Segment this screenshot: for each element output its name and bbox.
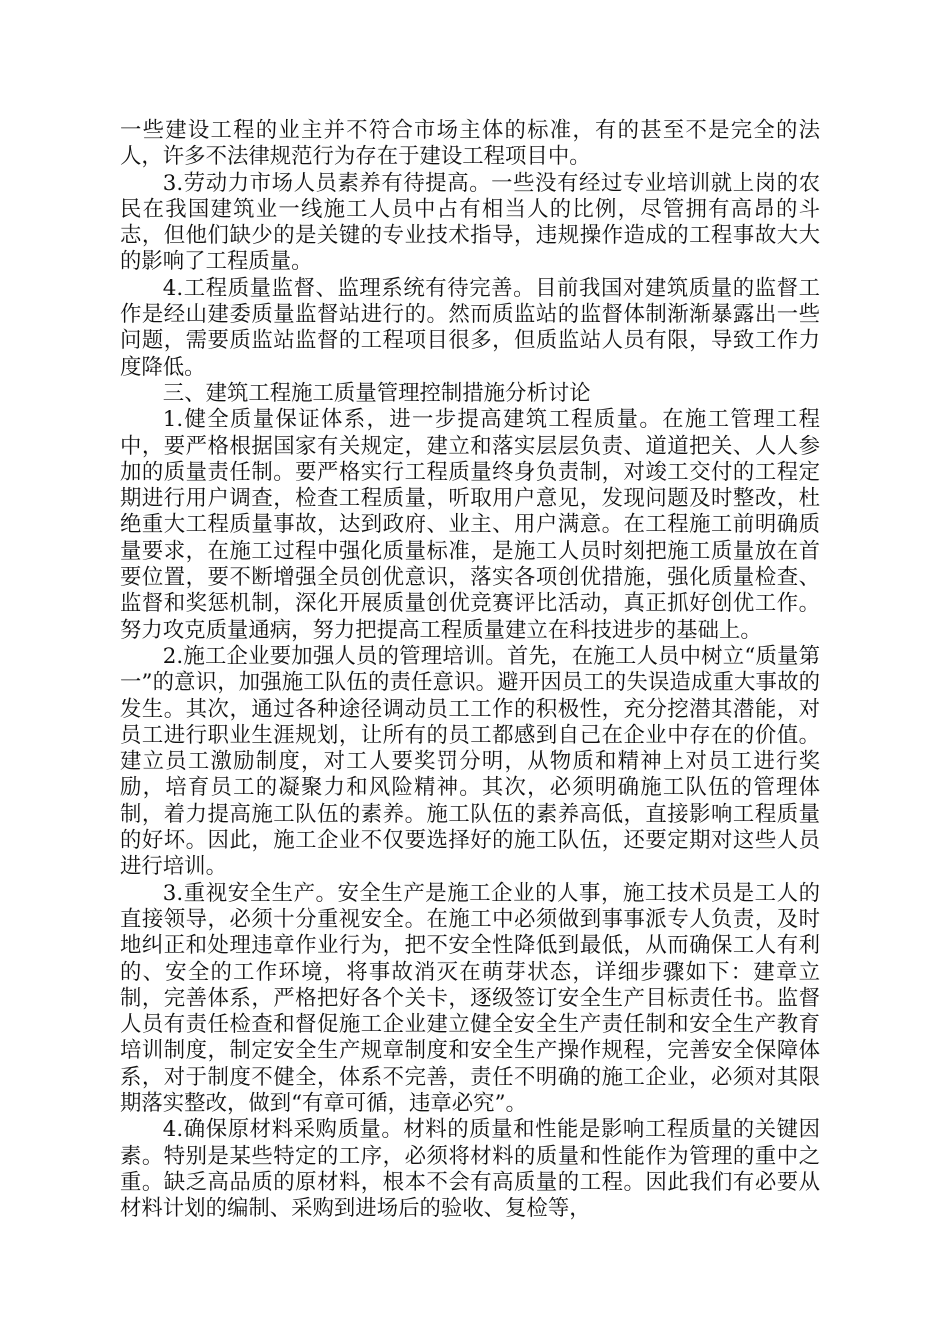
paragraph-continuation: 一些建设工程的业主并不符合市场主体的标准，有的甚至不是完全的法人，许多不法律规范行为存在于建设工程项目中。 — [120, 118, 820, 170]
paragraph-supervision-system: 4.工程质量监督、监理系统有待完善。目前我国对建筑质量的监督工作是经山建委质量监督站进行的。然而质监站的监督体制渐渐暴露出一些问题，需要质监站监督的工程项目很多，但质监站人员有限，导致工作力度降低。 — [120, 275, 820, 380]
document-page — [120, 118, 820, 1222]
paragraph-labor-market: 3.劳动力市场人员素养有待提高。一些没有经过专业培训就上岗的农民在我国建筑业一线施工人员中占有相当人的比例，尽管拥有高昂的斗志，但他们缺少的是关键的专业技术指导，违规操作造成的工程事故大大的影响了工程质量。 — [120, 170, 820, 275]
paragraph-personnel-training: 2.施工企业要加强人员的管理培训。首先，在施工人员中树立“质量第一”的意识，加强施工队伍的责任意识。避开因员工的失误造成重大事故的发生。其次，通过各种途径调动员工工作的积极性，充分挖潜其潜能，对员工进行职业生涯规划，让所有的员工都感到自己在企业中存在的价值。建立员工激励制度，对工人要奖罚分明，从物质和精神上对员工进行奖励，培育员工的凝聚力和风险精神。其次，必须明确施工队伍的管理体制，着力提高施工队伍的素养。施工队伍的素养高低，直接影响工程质量的好坏。因此，施工企业不仅要选择好的施工队伍，还要定期对这些人员进行培训。 — [120, 643, 820, 880]
section-heading-control-measures: 三、建筑工程施工质量管理控制措施分析讨论 — [162, 380, 591, 406]
paragraph-material-procurement: 4.确保原材料采购质量。材料的质量和性能是影响工程质量的关键因素。特别是某些特定的工序，必须将材料的质量和性能作为管理的重中之重。缺乏高品质的原材料，根本不会有高质量的工程。因此我们有必要从材料计划的编制、采购到进场后的验收、复检等， — [120, 1117, 820, 1222]
paragraph-safety-production: 3.重视安全生产。安全生产是施工企业的人事，施工技术员是工人的直接领导，必须十分重视安全。在施工中必须做到事事派专人负责，及时地纠正和处理违章作业行为，把不安全性降低到最低，从而确保工人有利的、安全的工作环境，将事故消灭在萌芽状态，详细步骤如下：建章立制，完善体系，严格把好各个关卡，逐级签订安全生产目标责任书。监督人员有责任检查和督促施工企业建立健全安全生产责任制和安全生产教育培训制度，制定安全生产规章制度和安全生产操作规程，完善安全保障体系，对于制度不健全，体系不完善，责任不明确的施工企业，必须对其限期落实整改，做到“有章可循，违章必究”。 — [120, 880, 820, 1116]
paragraph-quality-assurance: 1.健全质量保证体系，进一步提高建筑工程质量。在施工管理工程中，要严格根据国家有关规定，建立和落实层层负责、道道把关、人人参加的质量责任制。要严格实行工程质量终身负责制，对竣工交付的工程定期进行用户调查，检查工程质量，听取用户意见，发现问题及时整改，杜绝重大工程质量事故，达到政府、业主、用户满意。在工程施工前明确质量要求，在施工过程中强化质量标准，是施工人员时刻把施工质量放在首要位置，要不断增强全员创优意识，落实各项创优措施，强化质量检查、监督和奖惩机制，深化开展质量创优竞赛评比活动，真正抓好创优工作。努力攻克质量通病，努力把提高工程质量建立在科技进步的基础上。 — [120, 407, 820, 643]
